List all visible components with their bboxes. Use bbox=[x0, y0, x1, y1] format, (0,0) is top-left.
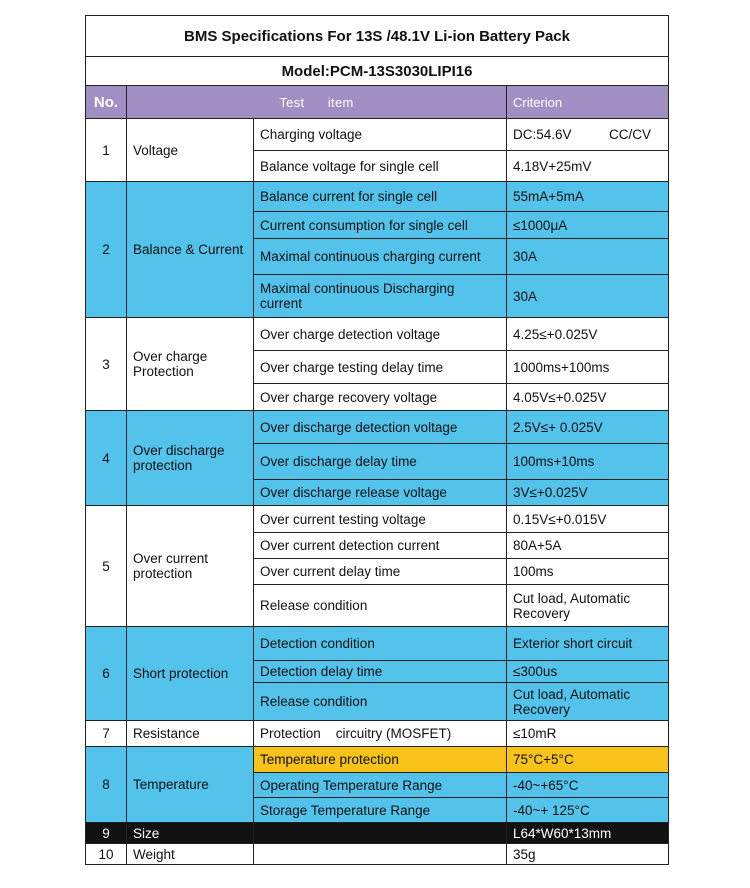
test-item: Detection condition bbox=[254, 627, 507, 661]
row-number: 3 bbox=[86, 318, 127, 411]
row-number: 1 bbox=[86, 119, 127, 182]
test-item: Over current detection current bbox=[254, 533, 507, 559]
group-name: Over discharge protection bbox=[127, 411, 254, 506]
test-item: Storage Temperature Range bbox=[254, 798, 507, 823]
criterion: L64*W60*13mm bbox=[507, 823, 669, 844]
test-item: Over current delay time bbox=[254, 559, 507, 585]
test-item: Maximal continuous Discharging current bbox=[254, 275, 507, 318]
criterion: 55mA+5mA bbox=[507, 182, 669, 212]
test-item: Balance voltage for single cell bbox=[254, 151, 507, 182]
group-name: Short protection bbox=[127, 627, 254, 721]
group-name: Over charge Protection bbox=[127, 318, 254, 411]
row-number: 4 bbox=[86, 411, 127, 506]
criterion: 30A bbox=[507, 239, 669, 275]
group-name: Voltage bbox=[127, 119, 254, 182]
criterion: 4.18V+25mV bbox=[507, 151, 669, 182]
test-item: Over discharge release voltage bbox=[254, 480, 507, 506]
test-item: Balance current for single cell bbox=[254, 182, 507, 212]
group-name: Temperature bbox=[127, 747, 254, 823]
test-item: Over discharge delay time bbox=[254, 444, 507, 480]
test-item: Over charge testing delay time bbox=[254, 351, 507, 384]
group-name: Balance & Current bbox=[127, 182, 254, 318]
criterion: Cut load, Automatic Recovery bbox=[507, 585, 669, 627]
test-item: Detection delay time bbox=[254, 661, 507, 683]
row-number: 8 bbox=[86, 747, 127, 823]
criterion: ≤10mR bbox=[507, 721, 669, 747]
criterion: 30A bbox=[507, 275, 669, 318]
test-item: Operating Temperature Range bbox=[254, 773, 507, 798]
criterion: 3V≤+0.025V bbox=[507, 480, 669, 506]
test-item: Release condition bbox=[254, 585, 507, 627]
criterion: -40~+ 125°C bbox=[507, 798, 669, 823]
row-number: 9 bbox=[86, 823, 127, 844]
test-item: Release condition bbox=[254, 683, 507, 721]
group-name: Over current protection bbox=[127, 506, 254, 627]
group-name: Resistance bbox=[127, 721, 254, 747]
test-item-highlighted: Temperature protection bbox=[254, 747, 507, 773]
criterion: DC:54.6V CC/CV bbox=[507, 119, 669, 151]
model-label: Model:PCM-13S3030LIPI16 bbox=[86, 57, 669, 86]
table-title: BMS Specifications For 13S /48.1V Li-ion Battery Pack bbox=[86, 16, 669, 57]
criterion: 100ms bbox=[507, 559, 669, 585]
row-number: 7 bbox=[86, 721, 127, 747]
criterion: -40~+65°C bbox=[507, 773, 669, 798]
criterion: 4.25≤+0.025V bbox=[507, 318, 669, 351]
criterion-highlighted: 75°C+5°C bbox=[507, 747, 669, 773]
group-name: Size bbox=[127, 823, 254, 844]
test-item: Protection circuitry (MOSFET) bbox=[254, 721, 507, 747]
test-item: Over charge detection voltage bbox=[254, 318, 507, 351]
criterion: 80A+5A bbox=[507, 533, 669, 559]
header-no: No. bbox=[86, 86, 127, 119]
row-number: 6 bbox=[86, 627, 127, 721]
criterion: ≤1000μA bbox=[507, 212, 669, 239]
header-test-item: Test item bbox=[127, 86, 507, 119]
test-item: Maximal continuous charging current bbox=[254, 239, 507, 275]
criterion: 35g bbox=[507, 844, 669, 865]
test-item: Over current testing voltage bbox=[254, 506, 507, 533]
spec-table bbox=[85, 15, 669, 865]
header-criterion: Criterion bbox=[507, 86, 669, 119]
row-number: 5 bbox=[86, 506, 127, 627]
test-item: Charging voltage bbox=[254, 119, 507, 151]
row-number: 10 bbox=[86, 844, 127, 865]
test-item: Over charge recovery voltage bbox=[254, 384, 507, 411]
test-item: Current consumption for single cell bbox=[254, 212, 507, 239]
criterion: Cut load, Automatic Recovery bbox=[507, 683, 669, 721]
criterion: 100ms+10ms bbox=[507, 444, 669, 480]
test-item bbox=[254, 844, 507, 865]
criterion: Exterior short circuit bbox=[507, 627, 669, 661]
test-item bbox=[254, 823, 507, 844]
group-name: Weight bbox=[127, 844, 254, 865]
criterion: 4.05V≤+0.025V bbox=[507, 384, 669, 411]
criterion: 0.15V≤+0.015V bbox=[507, 506, 669, 533]
criterion: 2.5V≤+ 0.025V bbox=[507, 411, 669, 444]
criterion: 1000ms+100ms bbox=[507, 351, 669, 384]
criterion: ≤300us bbox=[507, 661, 669, 683]
row-number: 2 bbox=[86, 182, 127, 318]
test-item: Over discharge detection voltage bbox=[254, 411, 507, 444]
